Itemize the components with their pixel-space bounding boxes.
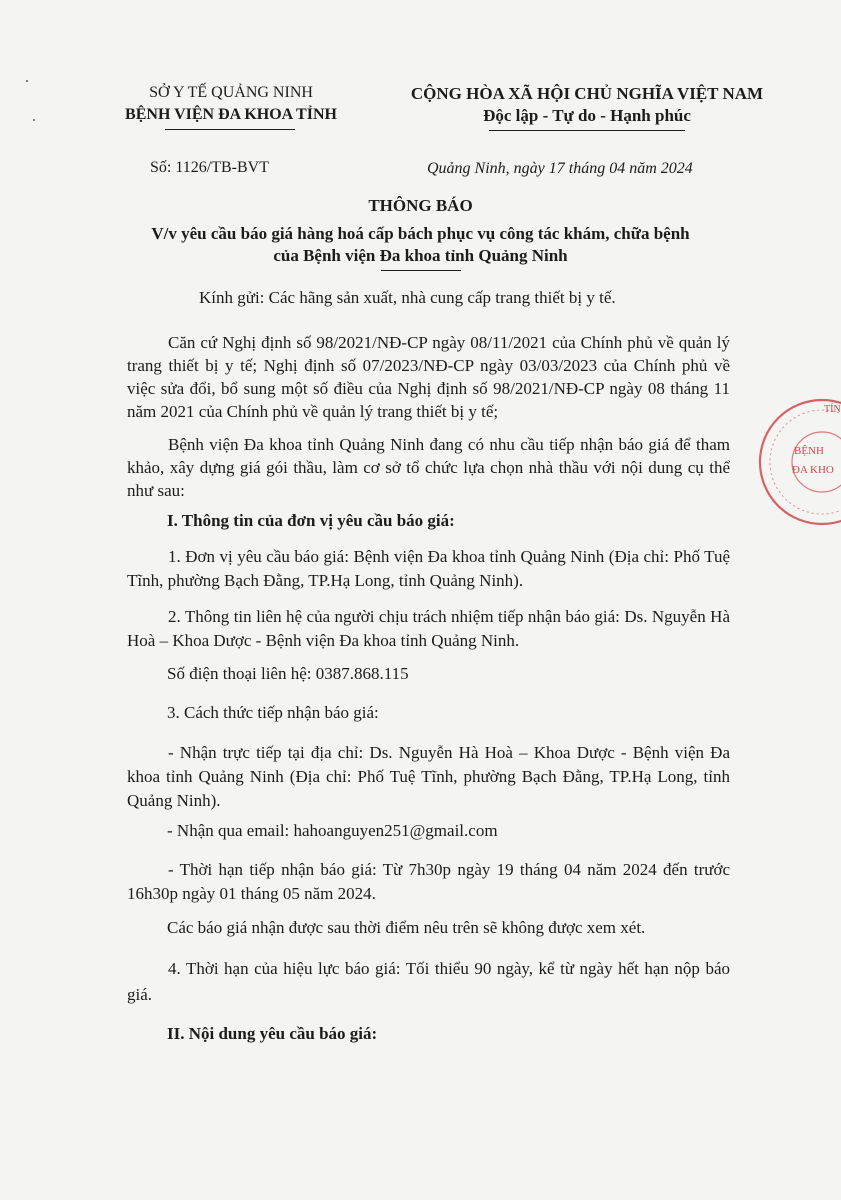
section-1-heading: I. Thông tin của đơn vị yêu cầu báo giá: [167, 511, 455, 530]
recipient-line: Kính gửi: Các hãng sản xuất, nhà cung cấp trang thiết bị y tế. [199, 288, 616, 307]
intro-paragraph: Bệnh viện Đa khoa tỉnh Quảng Ninh đang có nhu cầu tiếp nhận báo giá để tham khảo, xây dựng giá gói thầu, làm cơ sở tổ chức lựa chọn nhà thầu với nội dung cụ thể như sau: [127, 435, 730, 500]
contact-phone: Số điện thoại liên hệ: 0387.868.115 [167, 664, 409, 683]
agency-name: SỞ Y TẾ QUẢNG NINH [149, 84, 313, 101]
item-4-paragraph: 4. Thời hạn của hiệu lực báo giá: Tối thiểu 90 ngày, kể từ ngày hết hạn nộp báo giá. [127, 959, 730, 1004]
item-3-heading: 3. Cách thức tiếp nhận báo giá: [167, 703, 379, 722]
document-subject-line1: V/v yêu cầu báo giá hàng hoá cấp bách phục vụ công tác khám, chữa bệnh [151, 224, 690, 243]
document-title: THÔNG BÁO [368, 196, 473, 215]
legal-basis-paragraph: Căn cứ Nghị định số 98/2021/NĐ-CP ngày 08/11/2021 của Chính phủ về quản lý trang thiết bị y tế; Nghị định số 07/2023/NĐ-CP ngày 03/03/2023 của Chính phủ về việc sửa đổi, bổ sung một số điều của Nghị định số 98/2021/NĐ-CP ngày 08 tháng 11 năm 2021 của Chính phủ về quản lý trang thiết bị y tế; [127, 333, 730, 421]
stamp-text-mid1: BỆNH [794, 445, 824, 457]
item-3-deadline-paragraph: - Thời hạn tiếp nhận báo giá: Từ 7h30p ngày 19 tháng 04 năm 2024 đến trước 16h30p ngày 01 tháng 05 năm 2024. [127, 860, 730, 903]
document-number: Số: 1126/TB-BVT [150, 159, 269, 176]
document-date: Quảng Ninh, ngày 17 tháng 04 năm 2024 [427, 160, 693, 177]
header-right-rule [489, 130, 685, 131]
header-left-rule [165, 129, 295, 130]
item-3-email: - Nhận qua email: hahoanguyen251@gmail.com [167, 821, 498, 840]
late-note: Các báo giá nhận được sau thời điểm nêu trên sẽ không được xem xét. [167, 918, 646, 937]
item-3-direct-paragraph: - Nhận trực tiếp tại địa chỉ: Ds. Nguyễn Hà Hoà – Khoa Dược - Bệnh viện Đa khoa tỉnh Quảng Ninh (Địa chỉ: Phố Tuệ Tĩnh, phường Bạch Đằng, TP.Hạ Long, tỉnh Quảng Ninh). [127, 743, 730, 810]
scan-speck [33, 119, 35, 121]
nation-name: CỘNG HÒA XÃ HỘI CHỦ NGHĨA VIỆT NAM [410, 84, 764, 103]
stamp-text-top: TỈN [824, 404, 841, 415]
title-rule [381, 270, 461, 271]
scan-speck [26, 80, 28, 82]
document-subject-line2: của Bệnh viện Đa khoa tỉnh Quảng Ninh [273, 246, 568, 265]
official-seal-stamp [752, 392, 841, 532]
stamp-text-mid2: ĐA KHO [792, 464, 834, 476]
hospital-name: BỆNH VIỆN ĐA KHOA TỈNH [125, 106, 337, 123]
section-2-heading: II. Nội dung yêu cầu báo giá: [167, 1024, 378, 1043]
item-2-paragraph: 2. Thông tin liên hệ của người chịu trách nhiệm tiếp nhận báo giá: Ds. Nguyễn Hà Hoà – Khoa Dược - Bệnh viện Đa khoa tỉnh Quảng Ninh. [127, 607, 730, 650]
item-1-paragraph: 1. Đơn vị yêu cầu báo giá: Bệnh viện Đa khoa tỉnh Quảng Ninh (Địa chỉ: Phố Tuệ Tĩnh, phường Bạch Đằng, TP.Hạ Long, tỉnh Quảng Ninh). [127, 547, 730, 590]
nation-motto: Độc lập - Tự do - Hạnh phúc [483, 106, 691, 125]
